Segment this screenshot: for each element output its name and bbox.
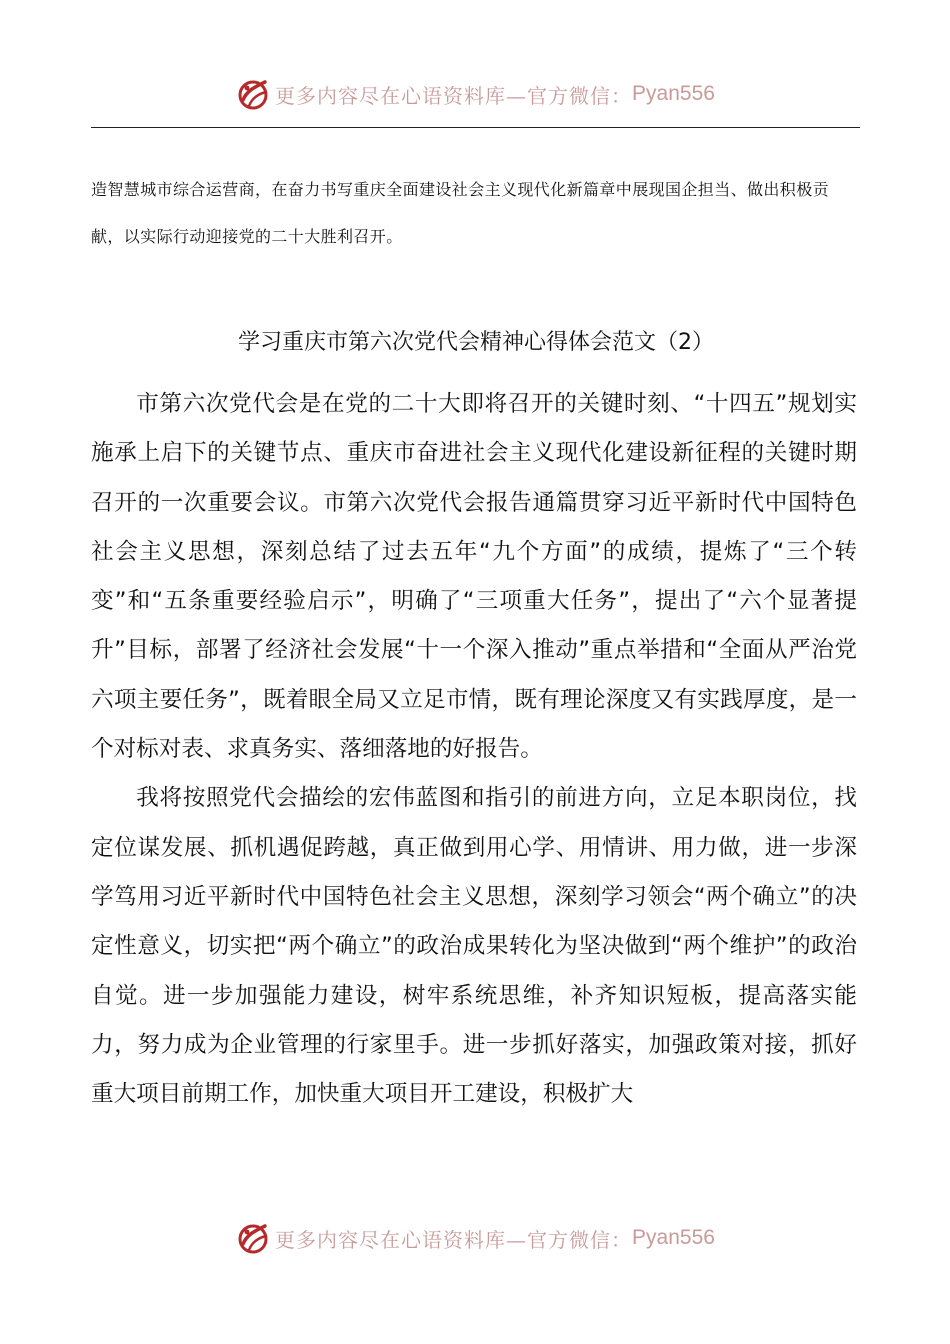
article-paragraph-1: 市第六次党代会是在党的二十大即将召开的关键时刻、“十四五”规划实施承上启下的关键节点、重庆市奋进社会主义现代化建设新征程的关键时期召开的一次重要会议。市第六次党代会报告通篇贯穿习近平新时代中国特色社会主义思想，深刻总结了过去五年“九个方面”的成绩，提炼了“三个转变”和“五条重要经验启示”，明确了“三项重大任务”，提出了“六个显著提升”目标，部署了经济社会发展“十一个深入推动”重点举措和“全面从严治党六项主要任务”，既着眼全局又立足市情，既有理论深度又有实践厚度，是一个对标对表、求真务实、落细落地的好报告。 bbox=[91, 391, 857, 763]
footer-site-text: 更多内容尽在心语资料库—官方微信： bbox=[275, 1227, 633, 1252]
continued-paragraph: 造智慧城市综合运营商，在奋力书写重庆全面建设社会主义现代化新篇章中展现国企担当、做出积极贡献，以实际行动迎接党的二十大胜利召开。 bbox=[91, 180, 830, 246]
header-divider bbox=[91, 127, 860, 128]
brand-logo-icon bbox=[235, 1220, 271, 1256]
page-footer-watermark bbox=[0, 1216, 950, 1260]
header-wechat-id: Pyan556 bbox=[632, 82, 715, 105]
footer-wechat-id: Pyan556 bbox=[632, 1226, 715, 1249]
header-site-text: 更多内容尽在心语资料库—官方微信： bbox=[275, 83, 633, 108]
article-title: 学习重庆市第六次党代会精神心得体会范文（2） bbox=[238, 330, 714, 355]
brand-logo-icon bbox=[235, 76, 271, 112]
article-paragraph-2: 我将按照党代会描绘的宏伟蓝图和指引的前进方向，立足本职岗位，找定位谋发展、抓机遇促跨越，真正做到用心学、用情讲、用力做，进一步深学笃用习近平新时代中国特色社会主义思想，深刻学习领会“两个确立”的决定性意义，切实把“两个确立”的政治成果转化为坚决做到“两个维护”的政治自觉。进一步加强能力建设，树牢系统思维，补齐知识短板，提高落实能力，努力成为企业管理的行家里手。进一步抓好落实，加强政策对接，抓好重大项目前期工作，加快重大项目开工建设，积极扩大 bbox=[91, 785, 857, 1108]
continued-text bbox=[91, 166, 861, 260]
page-header-watermark bbox=[0, 72, 950, 116]
article-body bbox=[91, 380, 857, 1119]
